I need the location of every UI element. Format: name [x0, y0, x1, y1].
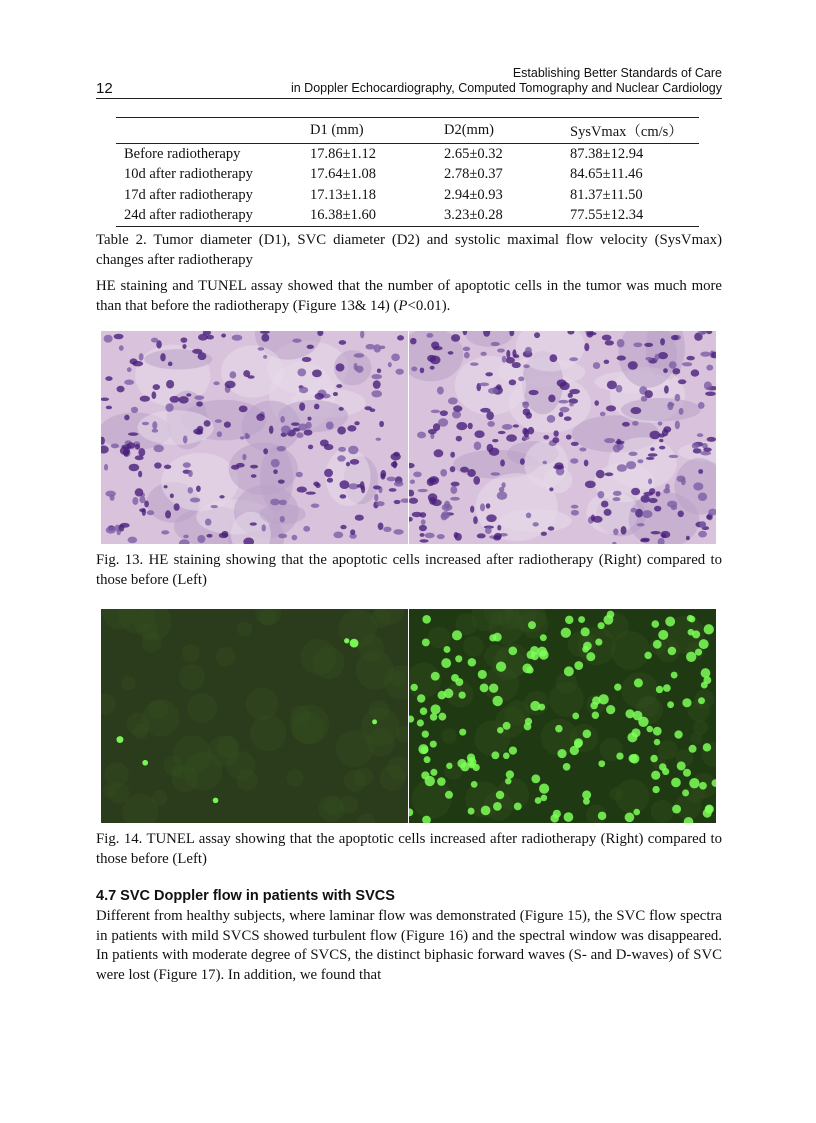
table-row: [116, 206, 699, 227]
table-cell: 17.64±1.08: [310, 166, 376, 183]
table-cell: 84.65±11.46: [570, 166, 643, 183]
table-cell: 3.23±0.28: [444, 207, 503, 224]
table-row: [116, 185, 699, 206]
page-number: 12: [96, 80, 113, 97]
table-cell: 87.38±12.94: [570, 145, 644, 162]
header-rule: [96, 98, 722, 99]
table-cell: 17.86±1.12: [310, 145, 376, 162]
table-header-cell: D2(mm): [444, 118, 570, 144]
table-cell: 17d after radiotherapy: [124, 186, 253, 203]
running-header: [291, 66, 722, 96]
table-cell: 16.38±1.60: [310, 207, 376, 224]
he-stain-after-image: [409, 331, 716, 544]
table-row: [116, 165, 699, 186]
table-header-cell: D1 (mm): [310, 118, 444, 144]
running-header-line1: Establishing Better Standards of Care: [512, 66, 722, 80]
table-cell: 10d after radiotherapy: [124, 166, 253, 183]
he-stain-before-image: [101, 331, 408, 544]
section-body: Different from healthy subjects, where laminar flow was demonstrated (Figure 15), the SVC flow spectra in patients with mild SVCS showed turbulent flow (Figure 16) and the spectral window was disappeared. In patients with moderate degree of SVCS, the distinct biphasic forward waves (S- and D-waves) of SVC were lost (Figure 17). In addition, we found that: [96, 908, 722, 983]
figure-14-caption: Fig. 14. TUNEL assay showing that the apoptotic cells increased after radiotherapy (Right) compared to those before (Left): [96, 831, 722, 867]
figure-13-he-staining: [101, 331, 716, 544]
p-value-symbol: P: [398, 297, 408, 314]
table-cell: 2.65±0.32: [444, 145, 503, 162]
paragraph-results: [96, 277, 722, 316]
table-caption: Table 2. Tumor diameter (D1), SVC diameter (D2) and systolic maximal flow velocity (SysVmax) changes after radiotherapy: [96, 232, 722, 268]
figure-13-caption: Fig. 13. HE staining showing that the apoptotic cells increased after radiotherapy (Right) compared to those before (Left): [96, 552, 722, 588]
running-header-line2: in Doppler Echocardiography, Computed Tomography and Nuclear Cardiology: [290, 81, 722, 95]
table-row: [116, 144, 699, 165]
paragraph-text-end: <0.01).: [407, 297, 451, 314]
figure-14-tunel-assay: [101, 609, 716, 823]
table-cell: 81.37±11.50: [570, 186, 643, 203]
table-cell: Before radiotherapy: [124, 145, 241, 162]
tunel-before-image: [101, 609, 408, 823]
table-cell: 24d after radiotherapy: [124, 207, 253, 224]
table-cell: 17.13±1.18: [310, 186, 376, 203]
section-heading: 4.7 SVC Doppler flow in patients with SVCS: [96, 888, 395, 904]
table-cell: 2.94±0.93: [444, 186, 503, 203]
table-cell: 77.55±12.34: [570, 207, 644, 224]
tunel-after-image: [409, 609, 716, 823]
table-header-cell: [116, 118, 310, 144]
paragraph-text: HE staining and TUNEL assay showed that the number of apoptotic cells in the tumor was much more than that before the radiotherapy (Figure 13& 14) (: [96, 278, 722, 314]
table-cell: 2.78±0.37: [444, 166, 503, 183]
table-header-cell: SysVmax（cm/s）: [570, 118, 699, 144]
table-2: [116, 117, 699, 227]
table-header-row: [116, 118, 699, 144]
